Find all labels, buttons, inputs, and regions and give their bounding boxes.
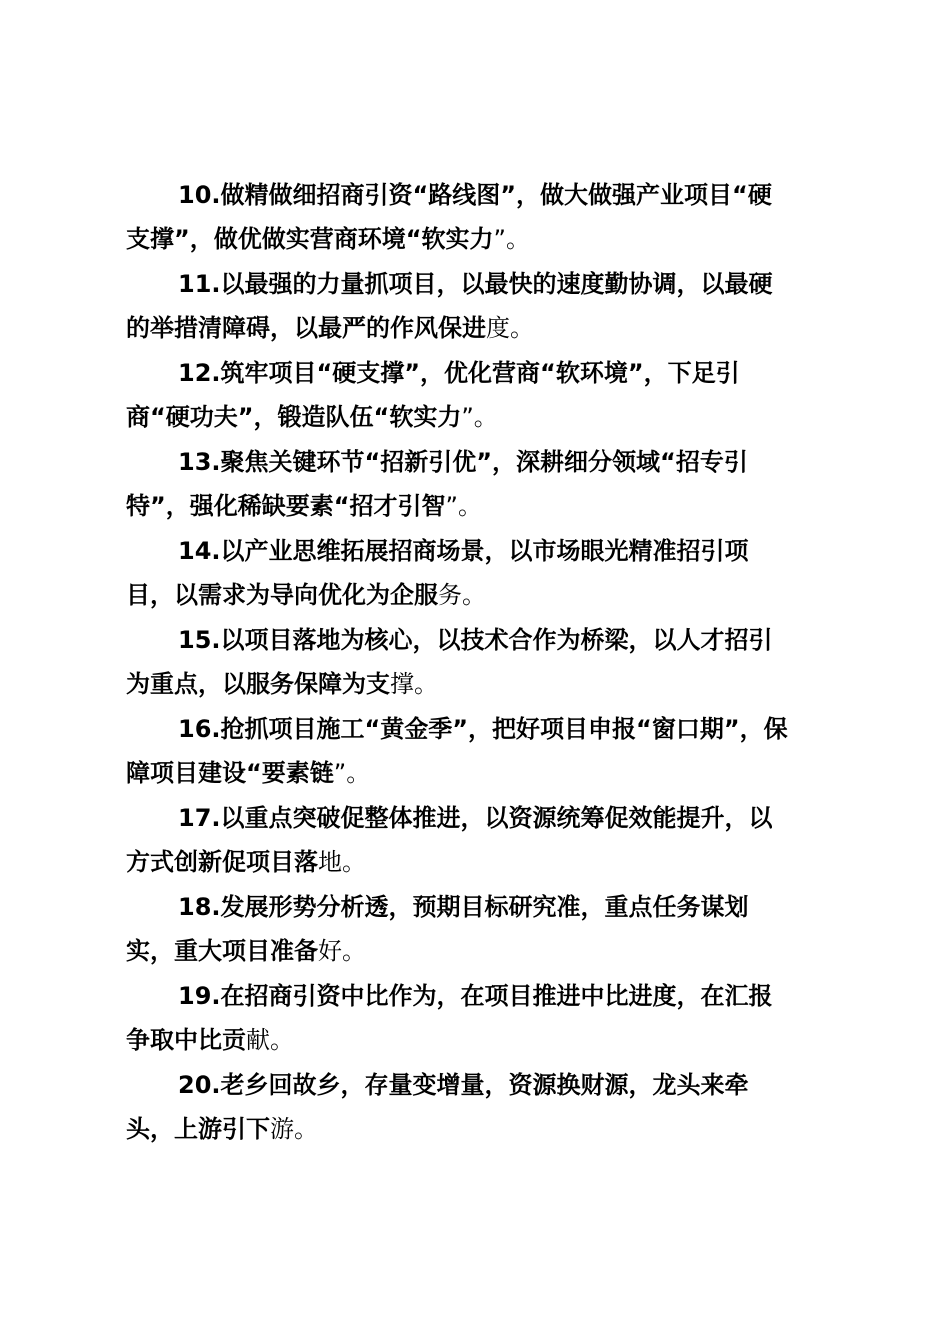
list-item [126,440,836,528]
item-text-line1: 以产业思维拓展招商场景，以市场眼光精准招引项 [220,537,749,565]
item-text-line2: 商“硬功夫”，锻造队伍“软实力 [126,403,462,431]
item-text-line2: 为重点，以服务保障为支 [126,670,390,698]
list-item [126,885,836,973]
item-text-tail: ”。 [461,403,498,431]
item-number: 18. [178,893,221,921]
item-number: 12. [178,359,221,387]
item-number: 20. [178,1071,221,1099]
item-text-tail: 地。 [318,848,366,876]
item-text-tail: 度。 [486,314,534,342]
item-number: 13. [178,448,221,476]
item-text-line1: 以项目落地为核心，以技术合作为桥梁，以人才招引 [220,626,773,654]
list-item [126,529,836,617]
list-item [126,173,836,261]
item-text-line2: 实，重大项目准备 [126,937,318,965]
item-text-line1: 以最强的力量抓项目，以最快的速度勤协调，以最硬 [220,270,773,298]
item-number: 17. [178,804,221,832]
item-text-line1: 发展形势分析透，预期目标研究准，重点任务谋划 [220,893,749,921]
item-text-line1: 筑牢项目“硬支撑”，优化营商“软环境”，下足引 [220,359,740,387]
item-text-line2: 障项目建设“要素链 [126,759,334,787]
item-number: 15. [178,626,221,654]
item-text-tail: 好。 [318,937,366,965]
list-item [126,618,836,706]
list-item [126,707,836,795]
list-item [126,262,836,350]
item-number: 16. [178,715,221,743]
item-text-tail: 撑。 [390,670,438,698]
item-text-line2: 头，上游引下 [126,1115,270,1143]
item-text-line1: 老乡回故乡，存量变增量，资源换财源，龙头来牵 [220,1071,749,1099]
list-item [126,1063,836,1151]
item-text-line1: 聚焦关键环节“招新引优”，深耕细分领域“招专引 [220,448,748,476]
item-text-tail: 游。 [270,1115,318,1143]
item-text-line2: 的举措清障碍，以最严的作风保进 [126,314,486,342]
item-text-tail: 献。 [246,1026,294,1054]
item-text-tail: ”。 [333,759,371,787]
item-number: 10. [178,181,221,209]
item-text-line1: 做精做细招商引资“路线图”，做大做强产业项目“硬 [220,181,772,209]
item-text-line2: 方式创新促项目落 [126,848,318,876]
list-item [126,351,836,439]
list-item [126,796,836,884]
item-text-line1: 抢抓项目施工“黄金季”，把好项目申报“窗口期”，保 [220,715,788,743]
item-number: 19. [178,982,221,1010]
item-text-tail: ”。 [493,225,530,253]
item-text-line1: 以重点突破促整体推进，以资源统筹促效能提升，以 [220,804,773,832]
item-text-tail: ”。 [445,492,482,520]
item-text-line2: 支撑”，做优做实营商环境“软实力 [126,225,494,253]
item-text-tail: 务。 [438,581,486,609]
item-number: 11. [178,270,221,298]
item-text-line1: 在招商引资中比作为，在项目推进中比进度，在汇报 [220,982,773,1010]
item-text-line2: 争取中比贡 [126,1026,246,1054]
item-number: 14. [178,537,221,565]
list-item [126,974,836,1062]
item-text-line2: 目，以需求为导向优化为企服 [126,581,438,609]
item-text-line2: 特”，强化稀缺要素“招才引智 [126,492,446,520]
